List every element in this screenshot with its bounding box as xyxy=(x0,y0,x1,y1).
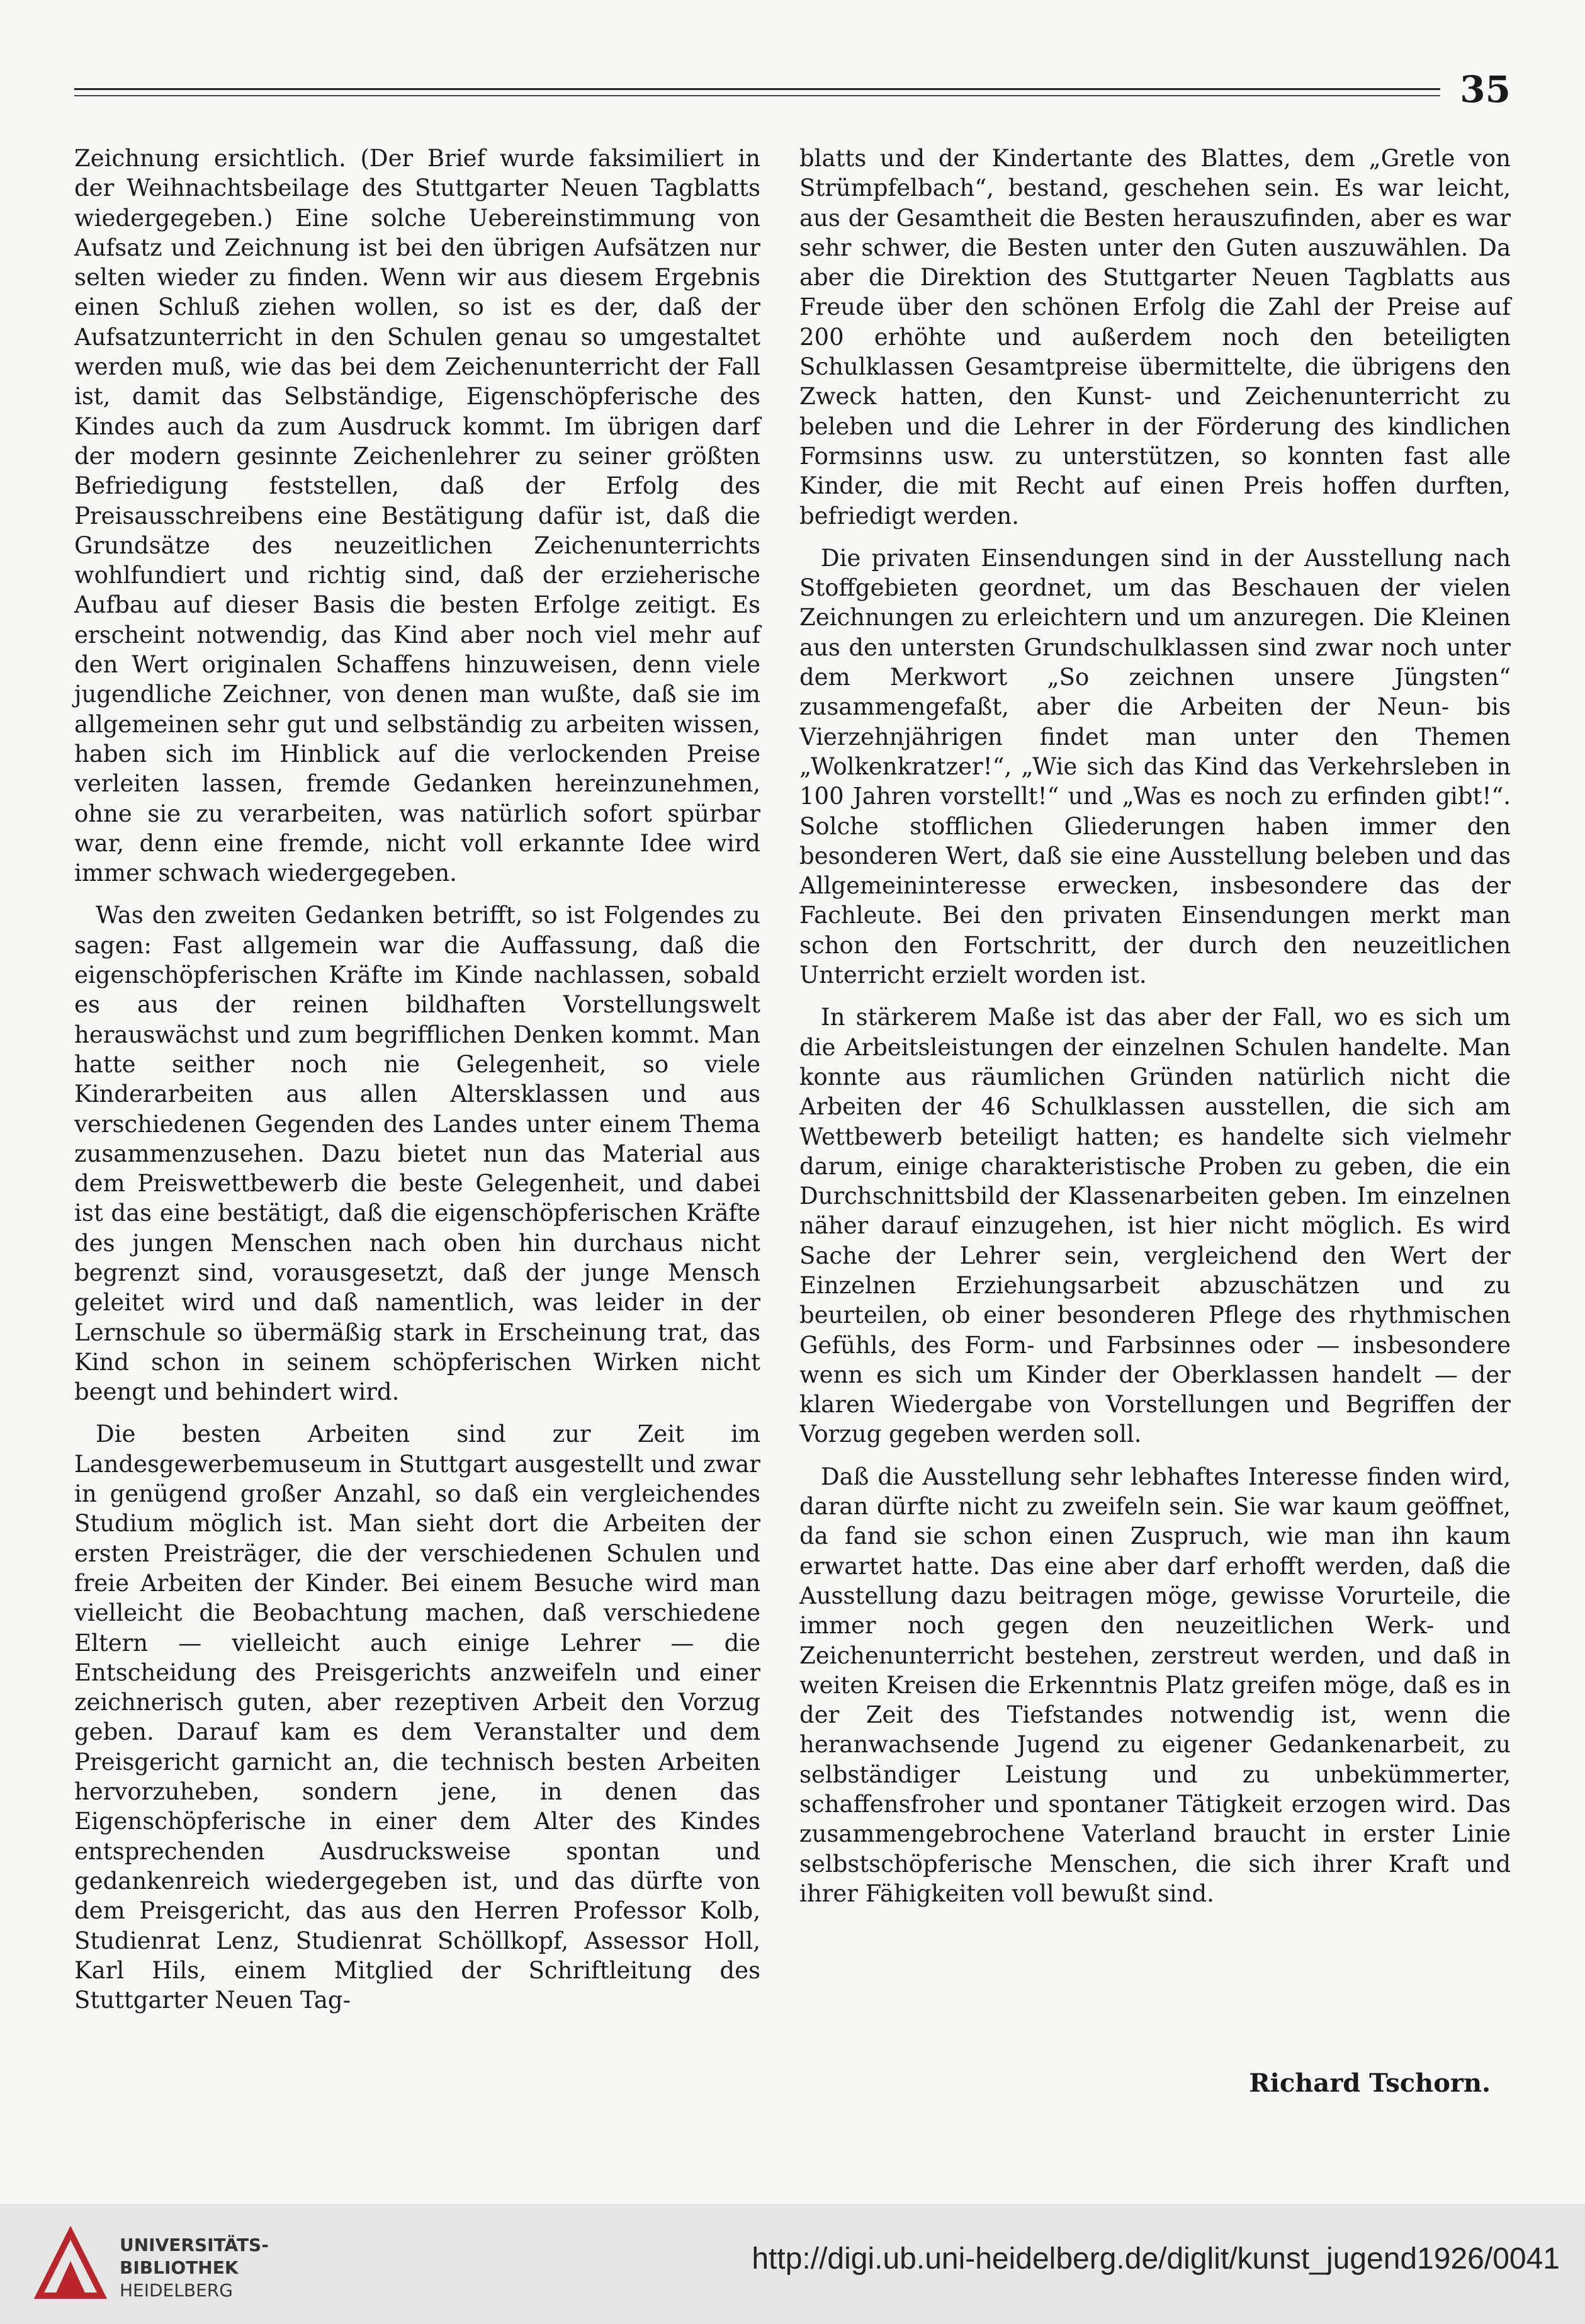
library-name-line-3: HEIDELBERG xyxy=(120,2280,233,2301)
library-footer xyxy=(0,2204,1585,2324)
header-rule xyxy=(74,88,1440,96)
left-column xyxy=(74,144,760,2027)
library-name-line-1: UNIVERSITÄTS- xyxy=(120,2235,269,2255)
right-paragraph-2: Die privaten Einsendungen sind in der Ausstellung nach Stoffgebieten geordnet, um das Beschauen der vielen Zeichnungen zu erleichtern und um anzuregen. Die Kleinen aus den untersten Grundschulklassen sind zwar noch unter dem Merkwort „So zeichnen unsere Jüngsten“ zusammengefaßt, aber die Arbeiten der Neun- bis Vierzehnjährigen findet man unter den Themen „Wolkenkratzer!“, „Wie sich das Kind das Verkehrsleben in 100 Jahren vorstellt!“ und „Was es noch zu erfinden gibt!“. Solche stofflichen Gliederungen haben immer den besonderen Wert, daß sie eine Ausstellung beleben und das Allgemeininteresse erwecken, insbesondere das der Fachleute. Bei den privaten Einsendungen merkt man schon den Fortschritt, der durch den neuzeitlichen Unterricht erzielt worden ist. xyxy=(799,544,1511,989)
right-column xyxy=(799,144,1511,1921)
right-paragraph-1: blatts und der Kindertante des Blattes, dem „Gretle von Strümpfelbach“, bestand, geschehen sein. Es war leicht, aus der Gesamtheit die Besten herauszufinden, aber es war sehr schwer, die Besten unter den Guten auszuwählen. Da aber die Direktion des Stuttgarter Neuen Tagblatts aus Freude über den schönen Erfolg die Zahl der Preise auf 200 erhöhte und außerdem noch den beteiligten Schulklassen Gesamtpreise übermittelte, die übrigens den Zweck hatten, den Kunst- und Zeichenunterricht zu beleben und die Lehrer in der Förderung des kindlichen Formsinns usw. zu unterstützen, so konnten fast alle Kinder, die mit Recht auf einen Preis hoffen durften, befriedigt werden. xyxy=(799,145,1511,530)
right-paragraph-3: In stärkerem Maße ist das aber der Fall, wo es sich um die Arbeitsleistungen der einzelnen Schulen handelte. Man konnte aus räumlichen Gründen natürlich nicht die Arbeiten der 46 Schulklassen ausstellen, die sich am Wettbewerb beteiligt hatten; es handelte sich vielmehr darum, einige charakteristische Proben zu geben, die ein Durchschnittsbild der Klassenarbeiten geben. Im einzelnen näher darauf einzugehen, ist hier nicht möglich. Es wird Sache der Lehrer sein, vergleichend den Wert der Einzelnen Erziehungsarbeit abzuschätzen und zu beurteilen, ob einer besonderen Pflege des rhythmischen Gefühls, des Form- und Farbsinnes oder — insbesondere wenn es sich um Kinder der Oberklassen handelt — der klaren Wiedergabe von Vorstellungen und Begriffen der Vorzug gegeben werden soll. xyxy=(799,1004,1511,1448)
author-signature: Richard Tschorn. xyxy=(1249,2068,1491,2098)
library-name-line-2: BIBLIOTHEK xyxy=(120,2257,239,2278)
library-name xyxy=(120,2234,269,2302)
left-paragraph-3: Die besten Arbeiten sind zur Zeit im Landesgewerbemuseum in Stuttgart ausgestellt und zwar in genügend großer Anzahl, so daß ein vergleichendes Studium möglich ist. Man sieht dort die Arbeiten der ersten Preisträger, die der verschiedenen Schulen und freie Arbeiten der Kinder. Bei einem Besuche wird man vielleicht die Beobachtung machen, daß verschiedene Eltern — vielleicht auch einige Lehrer — die Entscheidung des Preisgerichts anzweifeln und einer zeichnerisch guten, aber rezeptiven Arbeit den Vorzug geben. Darauf kam es dem Veranstalter und dem Preisgericht garnicht an, die technisch besten Arbeiten hervorzuheben, sondern jene, in denen das Eigenschöpferische in einer dem Alter des Kindes entsprechenden Ausdrucksweise spontan und gedankenreich wiedergegeben ist, und das dürfte von dem Preisgericht, das aus den Herren Professor Kolb, Studienrat Lenz, Studienrat Schöllkopf, Assessor Holl, Karl Hils, einem Mitglied der Schriftleitung des Stuttgarter Neuen Tag- xyxy=(74,1420,760,2014)
page-number: 35 xyxy=(1451,68,1511,111)
right-paragraph-4: Daß die Ausstellung sehr lebhaftes Interesse finden wird, daran dürfte nicht zu zweifeln sein. Sie war kaum geöffnet, da fand sie schon einen Zuspruch, wie man ihn kaum erwartet hatte. Das eine aber darf erhofft werden, daß die Ausstellung dazu beitragen möge, gewisse Vorurteile, die immer noch gegen den neuzeitlichen Werk- und Zeichenunterricht bestehen, zerstreut werden, und daß in weiten Kreisen die Erkenntnis Platz greifen möge, daß es in der Zeit des Tiefstandes notwendig ist, wenn die heranwachsende Jugend zu eigener Gedankenarbeit, zu selbständiger Leistung und zu unbekümmerter, schaffensfroher und spontaner Tätigkeit erzogen wird. Das zusammengebrochene Vaterland braucht in erster Linie selbstschöpferische Menschen, die sich ihrer Kraft und ihrer Fähigkeiten voll bewußt sind. xyxy=(799,1463,1511,1907)
left-paragraph-1: Zeichnung ersichtlich. (Der Brief wurde faksimiliert in der Weihnachtsbeilage des Stuttgarter Neuen Tagblatts wiedergegeben.) Eine solche Uebereinstimmung von Aufsatz und Zeichnung ist bei den übrigen Aufsätzen nur selten wieder zu finden. Wenn wir aus diesem Ergebnis einen Schluß ziehen wollen, so ist es der, daß der Aufsatzunterricht in den Schulen genau so umgestaltet werden muß, wie das bei dem Zeichenunterricht der Fall ist, damit das Selbständige, Eigenschöpferische des Kindes auch da zum Ausdruck kommt. Im übrigen darf der modern gesinnte Zeichenlehrer zu seiner größten Befriedigung feststellen, daß der Erfolg des Preisausschreibens eine Bestätigung dafür ist, daß die Grundsätze des neuzeitlichen Zeichenunterrichts wohlfundiert und richtig sind, daß der erzieherische Aufbau auf dieser Basis die besten Erfolge zeitigt. Es erscheint notwendig, das Kind aber noch viel mehr auf den Wert originalen Schaffens hinzuweisen, denn viele jugendliche Zeichner, von denen man wußte, daß sie im allgemeinen sehr gut und selbständig zu arbeiten wissen, haben sich im Hinblick auf die verlockenden Preise verleiten lassen, fremde Gedanken hereinzunehmen, ohne sie zu verarbeiten, was natürlich sofort spürbar war, denn eine fremde, nicht voll erkannte Idee wird immer schwach wiedergegeben. xyxy=(74,145,760,887)
left-paragraph-2: Was den zweiten Gedanken betrifft, so ist Folgendes zu sagen: Fast allgemein war die Auffassung, daß die eigenschöpferischen Kräfte im Kinde nachlassen, sobald es aus der reinen bildhaften Vorstellungswelt herauswächst und zum begrifflichen Denken kommt. Man hatte seither noch nie Gelegenheit, so viele Kinderarbeiten aus allen Altersklassen und aus verschiedenen Gegenden des Landes unter einem Thema zusammenzusehen. Dazu bietet nun das Material aus dem Preiswettbewerb die beste Gelegenheit, und dabei ist das eine bestätigt, daß die eigenschöpferischen Kräfte des jungen Menschen nach oben hin durchaus nicht begrenzt sind, vorausgesetzt, daß der junge Mensch geleitet wird und daß namentlich, was leider in der Lernschule so übermäßig stark in Erscheinung trat, das Kind schon in seinem schöpferischen Wirken nicht beengt und behindert wird. xyxy=(74,902,760,1406)
permalink-url[interactable]: http://digi.ub.uni-heidelberg.de/diglit/kunst_jugend1926/0041 xyxy=(752,2242,1560,2276)
ub-heidelberg-logo-icon xyxy=(33,2226,108,2302)
